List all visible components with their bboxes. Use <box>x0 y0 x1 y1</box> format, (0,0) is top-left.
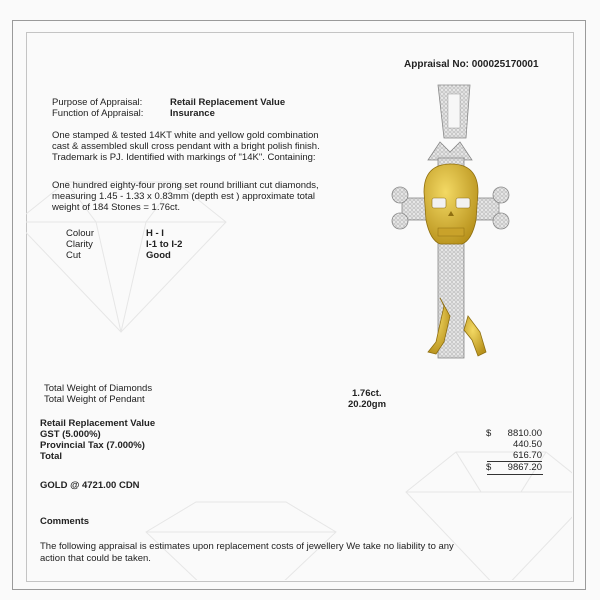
description-line-3: Trademark is PJ. Identified with markings of "14K". Containing: <box>52 152 316 163</box>
pst-label: Provincial Tax (7.000%) <box>40 440 145 451</box>
pendant-photo <box>388 80 513 370</box>
comments-line-1: The following appraisal is estimates upon replacement costs of jewellery We take no liability to any <box>40 541 454 552</box>
total-rule <box>487 474 543 475</box>
function-label: Function of Appraisal: <box>52 108 144 119</box>
appraisal-number: Appraisal No: 000025170001 <box>404 59 539 70</box>
description-line-2: cast & assembled skull cross pendant with a bright polish finish. <box>52 141 320 152</box>
replacement-value: 8810.00 <box>507 428 542 439</box>
cut-label: Cut <box>66 250 81 261</box>
replacement-label: Retail Replacement Value <box>40 418 156 429</box>
pst-value: 616.70 <box>487 450 542 462</box>
diamond-weight-label: Total Weight of Diamonds <box>44 383 153 394</box>
diamond-weight-value: 1.76ct. <box>352 388 382 399</box>
comments-heading: Comments <box>40 516 90 527</box>
gst-label: GST (5.000%) <box>40 429 101 440</box>
purpose-label: Purpose of Appraisal: <box>52 97 143 108</box>
clarity-label: Clarity <box>66 239 93 250</box>
function-value: Insurance <box>170 108 215 119</box>
gst-value: 440.50 <box>512 439 542 450</box>
diamonds-line-3: weight of 184 Stones = 1.76ct. <box>52 202 181 213</box>
diamonds-line-1: One hundred eighty-four prong set round brilliant cut diamonds, <box>52 180 319 191</box>
total-label: Total <box>40 451 62 462</box>
diamonds-line-2: measuring 1.45 - 1.33 x 0.83mm (depth est ) approximate total <box>52 191 315 202</box>
clarity-value: I-1 to I-2 <box>146 239 183 250</box>
pendant-weight-label: Total Weight of Pendant <box>44 394 145 405</box>
gold-price: GOLD @ 4721.00 CDN <box>40 480 140 491</box>
description-line-1: One stamped & tested 14KT white and yellow gold combination <box>52 130 319 141</box>
pendant-weight-value: 20.20gm <box>348 399 387 410</box>
colour-label: Colour <box>66 228 94 239</box>
cut-value: Good <box>146 250 171 261</box>
comments-line-2: action that could be taken. <box>40 553 151 564</box>
colour-value: H - I <box>146 228 164 239</box>
purpose-value: Retail Replacement Value <box>170 97 286 108</box>
total-value: 9867.20 <box>507 462 542 473</box>
total-currency-symbol: $ <box>486 462 492 473</box>
currency-symbol: $ <box>486 428 492 439</box>
